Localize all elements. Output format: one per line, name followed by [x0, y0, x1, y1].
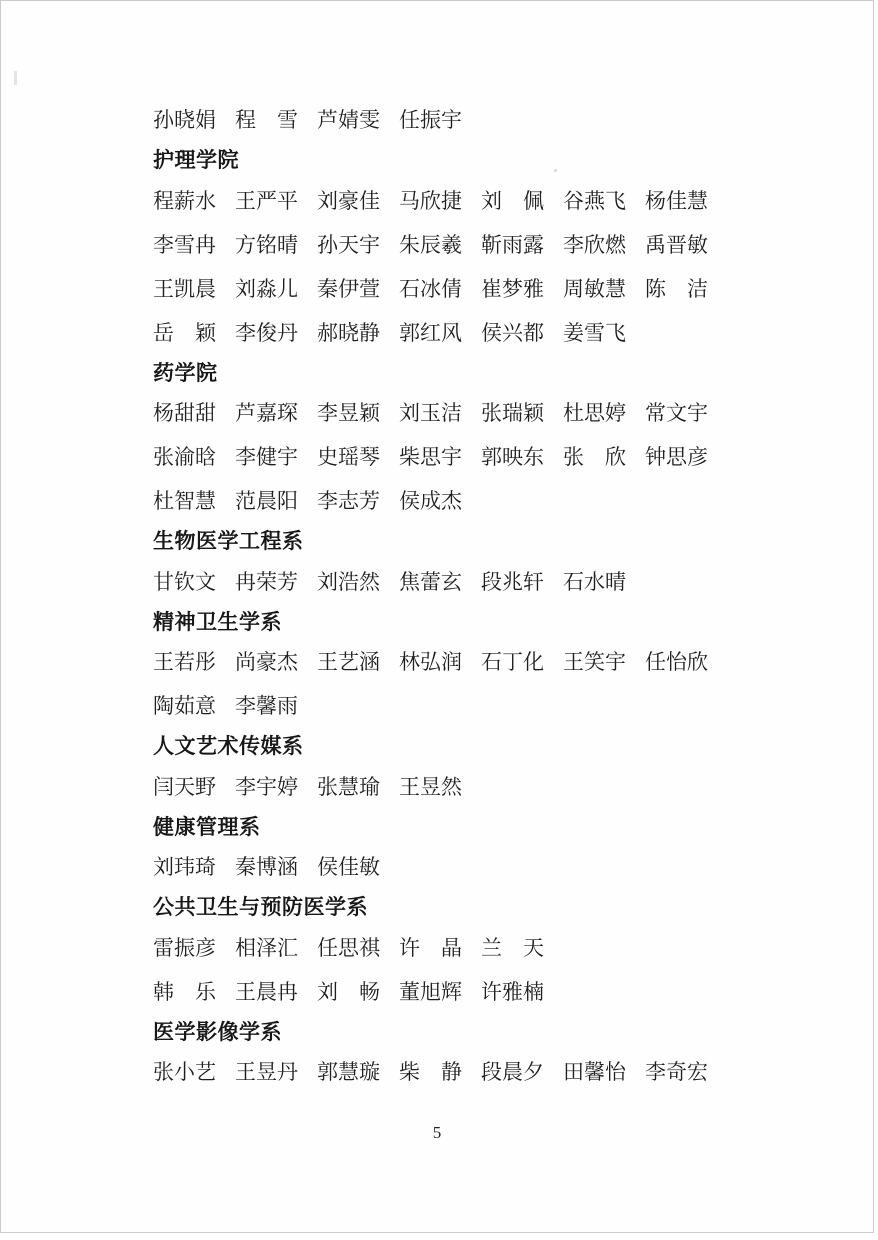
- person-name: 段兆轩: [481, 569, 544, 594]
- name-row: [153, 1049, 833, 1093]
- person-name: 段晨夕: [481, 1060, 544, 1084]
- person-name: 崔梦雅: [481, 276, 544, 301]
- person-name: 侯成杰: [399, 489, 462, 513]
- name-row: [153, 222, 833, 266]
- person-name: 芦嘉琛: [235, 401, 298, 425]
- person-name: 石丁化: [481, 650, 544, 674]
- person-name: 柴 静: [399, 1060, 462, 1084]
- person-name: 程薪水: [153, 188, 216, 213]
- name-roster: [153, 97, 833, 1093]
- person-name: 秦伊萱: [317, 276, 380, 301]
- person-name: 方铭晴: [235, 232, 298, 257]
- person-name: 郭慧璇: [317, 1060, 380, 1084]
- person-name: 刘 畅: [317, 979, 380, 1004]
- person-name: 王昱然: [399, 774, 462, 799]
- person-name: 任思祺: [317, 935, 380, 960]
- person-name: 刘玮琦: [153, 855, 216, 879]
- person-name: 王凯晨: [153, 276, 216, 301]
- person-name: 刘浩然: [317, 569, 380, 594]
- person-name: 岳 颖: [153, 320, 216, 345]
- person-name: 雷振彦: [153, 935, 216, 960]
- person-name: 常文宇: [645, 401, 708, 425]
- person-name: 兰 天: [481, 935, 544, 960]
- person-name: 张瑞颖: [481, 401, 544, 425]
- person-name: 张渝晗: [153, 445, 216, 469]
- person-name: 杜思婷: [563, 401, 626, 425]
- name-row: [153, 178, 833, 222]
- person-name: 靳雨露: [481, 232, 544, 257]
- person-name: 刘 佩: [481, 188, 544, 213]
- person-name: 郝晓静: [317, 320, 380, 345]
- name-row: [153, 97, 833, 141]
- person-name: 董旭辉: [399, 979, 462, 1004]
- person-name: 刘玉洁: [399, 401, 462, 425]
- person-name: 杨甜甜: [153, 401, 216, 425]
- section-heading: 健康管理系: [153, 815, 261, 839]
- person-name: 郭红风: [399, 320, 462, 345]
- section-heading: 精神卫生学系: [153, 610, 282, 634]
- person-name: 朱辰羲: [399, 232, 462, 257]
- person-name: 姜雪飞: [563, 320, 626, 345]
- person-name: 程 雪: [235, 108, 298, 132]
- person-name: 尚豪杰: [235, 650, 298, 674]
- person-name: 张小艺: [153, 1060, 216, 1084]
- section-heading: 医学影像学系: [153, 1020, 282, 1044]
- name-row: [153, 639, 833, 683]
- person-name: 刘淼儿: [235, 276, 298, 301]
- name-row: [153, 390, 833, 434]
- name-row: [153, 969, 833, 1013]
- person-name: 闫天野: [153, 774, 216, 799]
- scan-artifact: [14, 71, 17, 85]
- name-row: [153, 478, 833, 522]
- person-name: 周敏慧: [563, 276, 626, 301]
- person-name: 焦蕾玄: [399, 569, 462, 594]
- name-row: [153, 764, 833, 808]
- person-name: 孙天宇: [317, 232, 380, 257]
- person-name: 郭映东: [481, 445, 544, 469]
- person-name: 李奇宏: [645, 1060, 708, 1084]
- section-heading: 护理学院: [153, 149, 239, 173]
- name-row: [153, 925, 833, 969]
- section-heading: 药学院: [153, 361, 218, 385]
- person-name: 侯佳敏: [317, 855, 380, 879]
- person-name: 林弘润: [399, 650, 462, 674]
- page-number: 5: [432, 1123, 442, 1142]
- person-name: 孙晓娟: [153, 108, 216, 132]
- person-name: 田馨怡: [563, 1060, 626, 1084]
- person-name: 李雪冉: [153, 232, 216, 257]
- person-name: 李昱颖: [317, 401, 380, 425]
- person-name: 王昱丹: [235, 1060, 298, 1084]
- name-row: [153, 310, 833, 354]
- person-name: 杜智慧: [153, 489, 216, 513]
- person-name: 李欣燃: [563, 232, 626, 257]
- person-name: 李健宇: [235, 445, 298, 469]
- name-row: [153, 434, 833, 478]
- person-name: 范晨阳: [235, 489, 298, 513]
- person-name: 王艺涵: [317, 650, 380, 674]
- person-name: 李俊丹: [235, 320, 298, 345]
- person-name: 甘钦文: [153, 569, 216, 594]
- person-name: 石冰倩: [399, 276, 462, 301]
- person-name: 王若彤: [153, 650, 216, 674]
- person-name: 陈 洁: [645, 276, 708, 301]
- person-name: 王晨冉: [235, 979, 298, 1004]
- person-name: 王严平: [235, 188, 298, 213]
- name-row: [153, 683, 833, 727]
- person-name: 韩 乐: [153, 979, 216, 1004]
- person-name: 相泽汇: [235, 935, 298, 960]
- person-name: 秦博涵: [235, 855, 298, 879]
- person-name: 许 晶: [399, 935, 462, 960]
- person-name: 冉荣芳: [235, 569, 298, 594]
- person-name: 王笑宇: [563, 650, 626, 674]
- person-name: 柴思宇: [399, 445, 462, 469]
- person-name: 任振宇: [399, 108, 462, 132]
- section-heading: 生物医学工程系: [153, 530, 304, 554]
- person-name: 史瑶琴: [317, 445, 380, 469]
- person-name: 张慧瑜: [317, 774, 380, 799]
- person-name: 张 欣: [563, 445, 626, 469]
- person-name: 芦婧雯: [317, 108, 380, 132]
- person-name: 谷燕飞: [563, 188, 626, 213]
- person-name: 侯兴都: [481, 320, 544, 345]
- name-row: [153, 559, 833, 603]
- person-name: 任怡欣: [645, 650, 708, 674]
- name-row: [153, 844, 833, 888]
- person-name: 李馨雨: [235, 694, 298, 718]
- section-heading: 人文艺术传媒系: [153, 735, 304, 759]
- person-name: 马欣捷: [399, 188, 462, 213]
- person-name: 钟思彦: [645, 445, 708, 469]
- person-name: 刘豪佳: [317, 188, 380, 213]
- name-row: [153, 266, 833, 310]
- person-name: 石水晴: [563, 569, 626, 594]
- person-name: 陶茹意: [153, 694, 216, 718]
- person-name: 李志芳: [317, 489, 380, 513]
- person-name: 李宇婷: [235, 774, 298, 799]
- person-name: 禹晋敏: [645, 232, 708, 257]
- section-heading: 公共卫生与预防医学系: [153, 896, 368, 920]
- person-name: 杨佳慧: [645, 188, 708, 213]
- person-name: 许雅楠: [481, 979, 544, 1004]
